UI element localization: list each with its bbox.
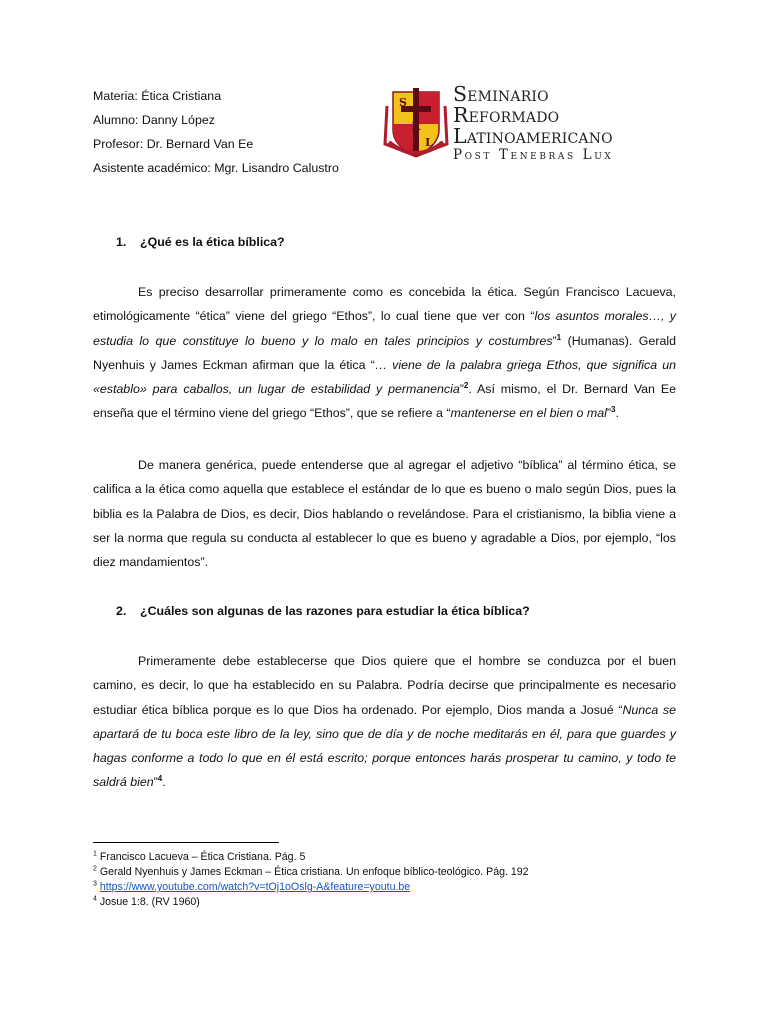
seminary-logo bbox=[381, 84, 643, 166]
p1-text-i: ” bbox=[606, 406, 611, 421]
shield-icon bbox=[381, 84, 451, 166]
alumno-line: Alumno: Danny López bbox=[93, 113, 215, 127]
profesor-line: Profesor: Dr. Bernard Van Ee bbox=[93, 137, 254, 151]
p1-text-f: ” bbox=[459, 382, 464, 397]
p3-text-d: . bbox=[162, 775, 166, 790]
footnote-divider bbox=[93, 842, 279, 843]
p1-text-d: (Humanas). Gerald Nyenhuis y James Eckman afirman que la ética “ bbox=[93, 333, 676, 372]
footnote-1-text: Francisco Lacueva – Ética Cristiana. Pág. 5 bbox=[96, 851, 306, 863]
question-2 bbox=[116, 604, 530, 618]
shield-letter-s: S bbox=[399, 96, 407, 109]
question-1 bbox=[116, 235, 285, 249]
footnote-4-text: Josue 1:8. (RV 1960) bbox=[96, 896, 200, 908]
shield-letter-l: L bbox=[425, 136, 433, 149]
question-2-number: 2. bbox=[116, 604, 127, 618]
p3-text-c: ” bbox=[153, 775, 158, 790]
footnote-2-text: Gerald Nyenhuis y James Eckman – Ética cristiana. Un enfoque bíblico-teológico. Pág. 192 bbox=[96, 866, 529, 878]
p1-text-g: . Así mismo, el Dr. Bernard Van Ee enseña que el término viene del griego “Ethos”, que se refiere a “ bbox=[93, 382, 676, 421]
footnote-2 bbox=[93, 865, 529, 879]
logo-line-1: Seminario bbox=[453, 82, 549, 106]
footnote-ref-2[interactable]: 2 bbox=[463, 381, 469, 391]
p1-text-a: Es preciso desarrollar primeramente como es concebida la ética. Según Francisco Lacueva, etimológicamente “ética” viene del griego “Ethos”, lo cual tiene que ver con “ bbox=[93, 285, 676, 324]
footnote-3-number: 3 bbox=[93, 880, 97, 888]
footnote-ref-1[interactable]: 1 bbox=[556, 332, 562, 342]
footnote-ref-4[interactable]: 4 bbox=[157, 774, 163, 784]
footnote-1-number: 1 bbox=[93, 850, 97, 858]
p3-quote-josue: Nunca se apartará de tu boca este libro de la ley, sino que de día y de noche meditarás en él, para que guardes y hagas conforme a todo lo que en él está escrito; porque entonces harás prosperar tu camino, y todo te saldrá bien bbox=[93, 702, 676, 790]
footnote-3-link[interactable]: https://www.youtube.com/watch?v=tOj1oOslg-A&feature=youtu.be bbox=[99, 881, 411, 893]
logo-line-3: Latinoamericano bbox=[453, 124, 613, 148]
p1-text-c: ” bbox=[552, 333, 557, 348]
footnote-ref-3[interactable]: 3 bbox=[610, 405, 616, 415]
materia-line: Materia: Ética Cristiana bbox=[93, 89, 222, 103]
p1-quote-vanee: mantenerse en el bien o mal bbox=[450, 406, 607, 421]
question-1-text: ¿Qué es la ética bíblica? bbox=[140, 235, 285, 249]
p3-text-a: Primeramente debe establecerse que Dios quiere que el hombre se conduzca por el buen camino, es decir, lo que ha establecido en su Palabra. Podría decirse que principalmente es necesario estudiar ética bíblica porque es lo que Dios ha ordenado. Por ejemplo, Dios manda a Josué “ bbox=[93, 654, 676, 717]
asistente-line: Asistente académico: Mgr. Lisandro Calustro bbox=[93, 161, 339, 175]
footnote-4-number: 4 bbox=[93, 895, 97, 903]
question-2-text: ¿Cuáles son algunas de las razones para estudiar la ética bíblica? bbox=[140, 604, 530, 618]
question-1-number: 1. bbox=[116, 235, 127, 249]
footnote-2-number: 2 bbox=[93, 865, 97, 873]
p1-quote-lacueva: los asuntos morales…, y estudia lo que constituye lo bueno y lo malo en tales principios y costumbres bbox=[93, 309, 676, 348]
footnote-1 bbox=[93, 850, 305, 864]
footnote-4 bbox=[93, 895, 200, 909]
logo-line-4: Post Tenebras Lux bbox=[453, 147, 614, 163]
footnote-3 bbox=[93, 880, 410, 894]
p1-text-j: . bbox=[615, 406, 619, 421]
paragraph-2: De manera genérica, puede entenderse que al agregar el adjetivo “bíblica” al término ética, se califica a la ética como aquella que establece el estándar de lo que es bueno o malo según Dios, pues la biblia es la Palabra de Dios, es decir, Dios hablando o revelándose. Para el cristianismo, la biblia viene a ser la norma que regula su conducta al establecer lo que es bueno y agradable a Dios, por ejemplo, “los diez mandamientos”. bbox=[93, 458, 676, 570]
logo-line-2: Reformado bbox=[453, 103, 560, 127]
paragraph-1 bbox=[93, 280, 676, 426]
shield-letter-r: R bbox=[411, 120, 421, 133]
paragraph-3 bbox=[93, 649, 676, 795]
p1-quote-nyenhuis: … viene de la palabra griega Ethos, que significa un «establo» para caballos, un lugar de estabilidad y permanencia bbox=[93, 357, 677, 397]
